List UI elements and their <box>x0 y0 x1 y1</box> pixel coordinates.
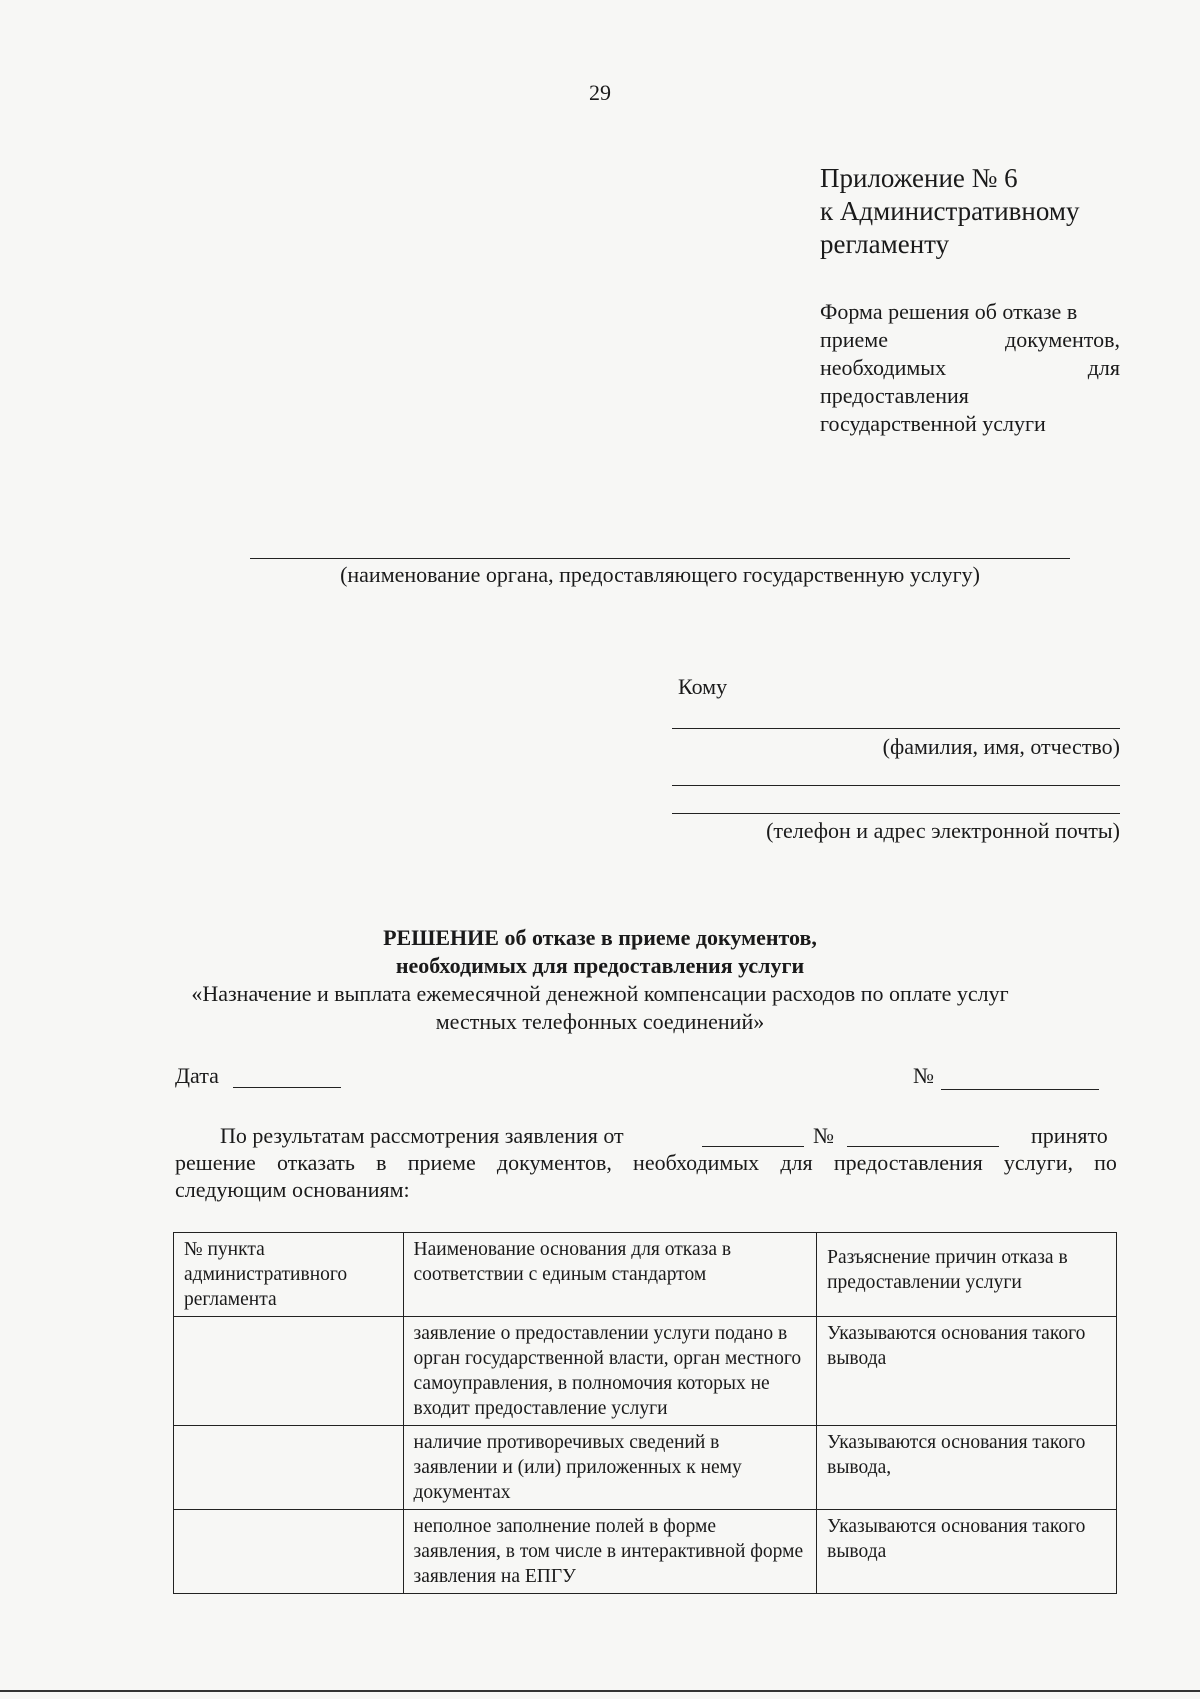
recipient-label: Кому <box>678 674 728 699</box>
body-word: необходимых <box>633 1150 760 1175</box>
decision-title: РЕШЕНИЕ об отказе в приеме документов, <box>383 925 817 950</box>
form-title-line <box>820 354 1120 382</box>
body-text: принято <box>1031 1123 1108 1148</box>
form-title-word: документов, <box>1005 327 1120 352</box>
date-blank <box>233 1087 341 1088</box>
date-label: Дата <box>175 1063 219 1088</box>
body-word: услуги, <box>1003 1150 1073 1175</box>
body-word: по <box>1094 1150 1117 1175</box>
table-cell-explanation: Указываются основания такого вывода, <box>817 1426 1117 1510</box>
column-header: Разъяснение причин отказа в предоставлении услуги <box>817 1233 1117 1317</box>
body-line <box>175 1149 1117 1176</box>
appendix-line: регламенту <box>820 229 950 259</box>
recipient-name-blank <box>672 728 1120 729</box>
org-name-caption: (наименование органа, предоставляющего государственную услугу) <box>340 562 980 587</box>
table-cell-explanation: Указываются основания такого вывода <box>817 1317 1117 1426</box>
decision-heading <box>150 924 1050 1036</box>
body-paragraph <box>175 1122 1117 1203</box>
table-row <box>174 1317 1117 1426</box>
page-bottom-edge <box>0 1690 1200 1692</box>
body-text: По результатам рассмотрения заявления от <box>220 1123 624 1148</box>
form-title-line: государственной услуги <box>820 411 1046 436</box>
recipient-contact-blank <box>672 813 1120 814</box>
column-header: Наименование основания для отказа в соответствии с единым стандартом <box>403 1233 817 1317</box>
body-line: следующим основаниям: <box>175 1177 410 1202</box>
table-cell-item <box>174 1426 404 1510</box>
form-title-word: необходимых <box>820 355 947 380</box>
form-title-word: для <box>1087 355 1120 380</box>
body-word: отказать <box>276 1150 355 1175</box>
form-title <box>820 298 1120 438</box>
body-word: решение <box>175 1150 256 1175</box>
table-row <box>174 1426 1117 1510</box>
number-label: № <box>913 1063 934 1088</box>
table-cell-item <box>174 1510 404 1594</box>
form-title-line: предоставления <box>820 383 969 408</box>
table-cell-explanation: Указываются основания такого вывода <box>817 1510 1117 1594</box>
refusal-reasons-table <box>173 1232 1117 1594</box>
recipient-contact-blank <box>672 785 1120 786</box>
decision-title: необходимых для предоставления услуги <box>395 953 805 978</box>
table-cell-reason: наличие противоречивых сведений в заявлении и (или) приложенных к нему документах <box>403 1426 817 1510</box>
body-line <box>175 1122 1117 1149</box>
table-cell-reason: неполное заполнение полей в форме заявления, в том числе в интерактивной форме заявления на ЕПГУ <box>403 1510 817 1594</box>
number-blank <box>941 1089 1099 1090</box>
appendix-line: Приложение № 6 <box>820 163 1018 193</box>
body-word: предоставления <box>833 1150 983 1175</box>
page-number: 29 <box>589 80 611 105</box>
recipient-name-caption: (фамилия, имя, отчество) <box>882 734 1120 759</box>
body-text: № <box>813 1123 834 1148</box>
table-header-row <box>174 1233 1117 1317</box>
org-name-blank <box>250 558 1070 559</box>
form-title-line <box>820 326 1120 354</box>
table-cell-reason: заявление о предоставлении услуги подано в орган государственной власти, орган местного самоуправления, в полномочия которых не входит предоставление услуги <box>403 1317 817 1426</box>
table-row <box>174 1510 1117 1594</box>
body-word: приеме <box>407 1150 476 1175</box>
application-number-blank <box>847 1146 999 1147</box>
body-word: для <box>780 1150 813 1175</box>
table-cell-item <box>174 1317 404 1426</box>
recipient-contact-caption: (телефон и адрес электронной почты) <box>766 818 1120 843</box>
service-name: местных телефонных соединений» <box>435 1009 765 1034</box>
column-header: № пункта административного регламента <box>174 1233 404 1317</box>
service-name: «Назначение и выплата ежемесячной денежной компенсации расходов по оплате услуг <box>191 981 1009 1006</box>
application-date-blank <box>702 1146 804 1147</box>
form-title-word: приеме <box>820 327 888 352</box>
form-title-line: Форма решения об отказе в <box>820 299 1078 324</box>
appendix-line: к Административному <box>820 196 1080 226</box>
appendix-header <box>820 162 1140 261</box>
body-word: в <box>376 1150 387 1175</box>
body-word: документов, <box>496 1150 612 1175</box>
